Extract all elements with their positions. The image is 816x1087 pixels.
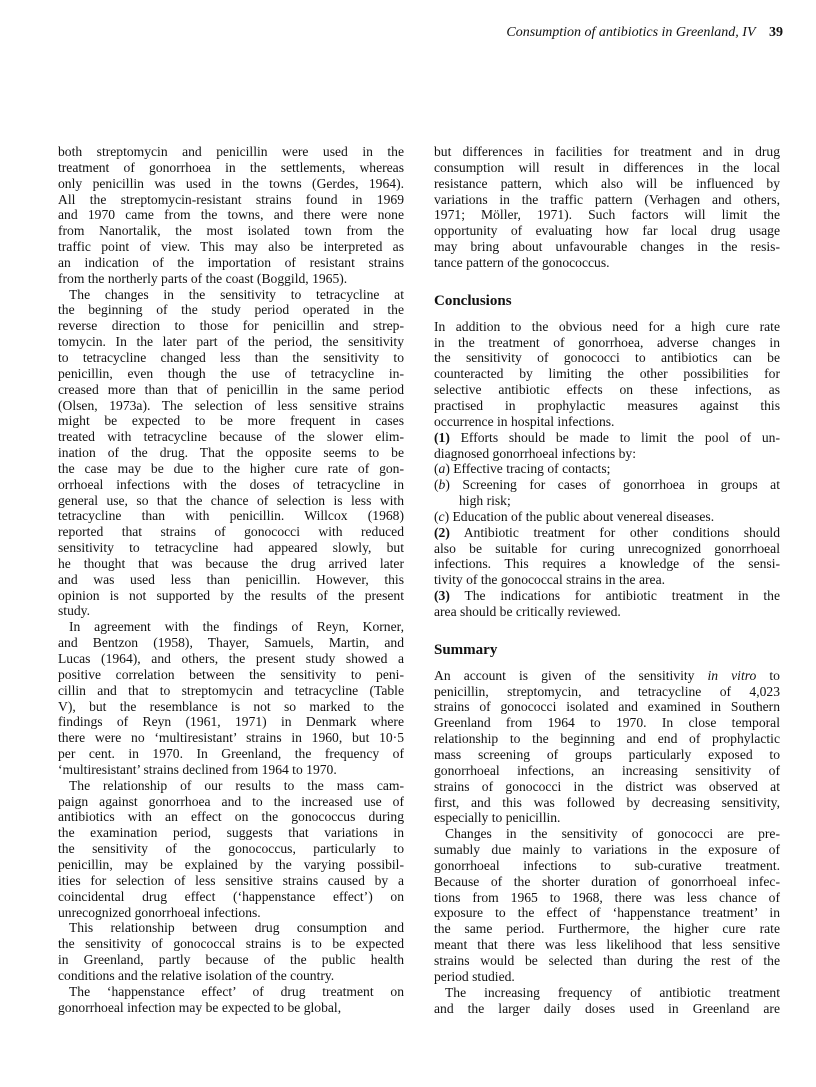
text-line: [434, 668, 780, 684]
text-run: to: [756, 667, 780, 683]
text-line: study.: [58, 603, 90, 619]
paragraph: [434, 588, 780, 620]
text-line: practised in prophylactic measures against this: [434, 397, 780, 413]
text-line: general use, so that the chance of selection is less with: [58, 492, 404, 508]
text-run: (: [434, 508, 439, 524]
paragraph: [58, 287, 404, 620]
text-line: both streptomycin and penicillin were used in the: [58, 144, 404, 159]
text-line: infections. This requires a knowledge of the sensi-: [434, 556, 780, 572]
text-line: [434, 525, 780, 541]
text-line: traffic point of view. This may also be interpreted as: [58, 239, 404, 255]
text-line: tions from 1965 to 1968, there was less chance of: [434, 889, 780, 905]
item-number: (1): [434, 429, 450, 445]
text-line: area should be critically reviewed.: [434, 603, 621, 619]
text-line: unrecognized gonorrhoeal infections.: [58, 904, 261, 920]
text-line: paign against gonorrhoea and to the increased use of: [58, 793, 404, 809]
text-line: occurrence in hospital infections.: [434, 413, 615, 429]
text-line: ‘multiresistant’ strains declined from 1964 to 1970.: [58, 761, 337, 777]
text-line: findings of Reyn (1961, 1971) in Denmark where: [58, 714, 404, 730]
text-line: penicillin, even though the use of tetracycline in-: [58, 365, 404, 381]
paragraph: [434, 826, 780, 984]
text-line: gonorrhoeal infections, an increasing sensitivity of: [434, 762, 780, 778]
paragraph: [434, 985, 780, 1017]
page-number: 39: [769, 25, 783, 40]
text-line: variations in the traffic pattern (Verhagen and others,: [434, 191, 780, 207]
running-head: [506, 25, 783, 41]
text-line: In addition to the obvious need for a high cure rate: [434, 318, 780, 334]
text-line: the sensitivity of gonococci to antibiotics can be: [434, 350, 780, 366]
text-line: the case may be due to the higher cure rate of gon-: [58, 460, 404, 476]
text-line: to tetracycline changed less than the sensitivity to: [58, 349, 404, 365]
text-line: from Nanortalik, the most isolated town from the: [58, 223, 404, 239]
text-line: tivity of the gonococcal strains in the area.: [434, 572, 666, 588]
text-line: but differences in facilities for treatment and in drug: [434, 144, 780, 159]
italic-text: c: [438, 508, 445, 524]
text-line: opinion is not supported by the results of the present: [58, 587, 404, 603]
text-line: In agreement with the findings of Reyn, Korner,: [69, 619, 404, 635]
list-item: [434, 509, 780, 525]
text-line: and 1970 came from the towns, and there were none: [58, 207, 404, 223]
text-line: The ‘happenstance effect’ of drug treatment on: [69, 983, 404, 999]
text-line: V), but the resemblance is not so marked to the: [58, 698, 404, 714]
text-run: (: [434, 477, 439, 493]
text-run: The indications for antibiotic treatment in the: [449, 588, 780, 604]
text-line: sumably due mainly to variations in the exposure of: [434, 842, 780, 858]
text-line: consumption will result in differences in the local: [434, 159, 780, 175]
text-line: in the treatment of gonorrhoea, adverse changes in: [434, 334, 780, 350]
text-line: antibiotics with an effect on the gonococcus during: [58, 809, 404, 825]
text-line: strains of gonococci in the district was observed at: [434, 778, 780, 794]
text-line: he thought that was because the drug arrived later: [58, 555, 404, 571]
text-run: ) Screening for cases of gonorrhoea in groups at: [445, 477, 780, 493]
italic-text: in vitro: [707, 667, 757, 683]
list-item: [434, 477, 780, 509]
left-column: [58, 144, 404, 1015]
text-line: may bring about unfavourable changes in the resis-: [434, 239, 780, 255]
text-line: there were no ‘multiresistant’ strains in 1960, but 10·5: [58, 730, 404, 746]
paragraph: [58, 619, 404, 777]
text-line: the sensitivity of the gonococcus, particularly to: [58, 841, 404, 857]
text-line: tance pattern of the gonococcus.: [434, 254, 610, 270]
italic-text: a: [438, 461, 446, 477]
text-line: [434, 588, 780, 604]
text-run: (: [434, 461, 439, 477]
text-run: Efforts should be made to limit the pool of un-: [449, 429, 780, 445]
text-line: [434, 430, 780, 446]
text-line: (Olsen, 1973a). The selection of less sensitive strains: [58, 397, 404, 413]
right-column: [434, 144, 780, 1016]
text-line: the beginning of the study period operated in the: [58, 302, 404, 318]
text-line: from the northerly parts of the coast (Boggild, 1965).: [58, 270, 348, 286]
paragraph: [58, 984, 404, 1016]
text-run: ) Education of the public about venereal diseases.: [444, 508, 715, 524]
paragraph: [58, 144, 404, 287]
text-line: strains would be selected than during the rest of the: [434, 952, 780, 968]
text-line: might be expected to be more frequent in cases: [58, 413, 404, 429]
text-line: especially to penicillin.: [434, 810, 561, 826]
section-heading-conclusions: Conclusions: [434, 292, 512, 309]
text-line: first, and this was followed by decreasing sensitivity,: [434, 794, 780, 810]
text-line: The relationship of our results to the mass cam-: [69, 777, 404, 793]
text-line: gonorrhoeal infection may be expected to be global,: [58, 999, 342, 1015]
text-line: orrhoeal infections with the doses of tetracycline in: [58, 476, 404, 492]
text-line: reverse direction to those for penicillin and strep-: [58, 318, 404, 334]
paragraph: [58, 778, 404, 921]
paragraph: [434, 144, 780, 271]
text-line: relationship to the beginning and end of prophylactic: [434, 731, 780, 747]
paragraph: [58, 920, 404, 983]
text-line: Lucas (1964), and others, the present study showed a: [58, 651, 404, 666]
text-line: This relationship between drug consumption and: [69, 920, 404, 936]
text-line: high risk;: [459, 493, 511, 509]
text-line: positive correlation between the sensitivity to peni-: [58, 666, 404, 682]
text-line: per cent. in 1970. In Greenland, the frequency of: [58, 746, 404, 762]
text-line: counteracted by limiting the other possibilities for: [434, 366, 780, 382]
text-line: the same period. Furthermore, the higher cure rate: [434, 921, 780, 937]
paragraph: [434, 668, 780, 826]
text-line: only penicillin was used in the towns (Gerdes, 1964).: [58, 175, 404, 191]
text-line: tetracycline than with penicillin. Willcox (1968): [58, 508, 404, 524]
paragraph: [434, 525, 780, 588]
text-line: an indication of the importation of resistant strains: [58, 254, 404, 270]
text-line: [434, 477, 780, 493]
text-line: All the streptomycin-resistant strains found in 1969: [58, 191, 404, 207]
text-line: Greenland from 1964 to 1970. In close temporal: [434, 715, 780, 731]
running-head-title: Consumption of antibiotics in Greenland, IV: [506, 25, 756, 40]
italic-text: b: [438, 477, 446, 493]
text-line: creased more than that of penicillin in the same period: [58, 381, 404, 397]
text-line: conditions and the relative isolation of the country.: [58, 967, 335, 983]
text-line: reported that strains of gonococci with reduced: [58, 524, 404, 540]
text-line: diagnosed gonorrhoeal infections by:: [434, 445, 636, 461]
text-line: [434, 509, 780, 525]
text-line: 1971; Möller, 1971). Such factors will limit the: [434, 207, 780, 223]
text-line: penicillin, may be explained by the varying possibil-: [58, 856, 404, 872]
text-line: in Greenland, partly because of the public health: [58, 952, 404, 968]
list-item: [434, 461, 780, 477]
text-line: The increasing frequency of antibiotic treatment: [445, 984, 780, 1000]
text-run: ) Effective tracing of contacts;: [445, 461, 611, 477]
text-line: treatment of gonorrhoea in the settlements, whereas: [58, 159, 404, 175]
text-line: selective antibiotic effects on these infections, as: [434, 382, 780, 398]
text-line: and was used less than penicillin. However, this: [58, 571, 404, 587]
text-line: period studied.: [434, 968, 515, 984]
text-line: tomycin. In the later part of the period, the sensitivity: [58, 334, 404, 350]
text-line: opportunity of evaluating how far local drug usage: [434, 223, 780, 239]
text-line: ities for selection of less sensitive strains caused by a: [58, 872, 404, 888]
text-run: Antibiotic treatment for other conditions should: [449, 524, 780, 540]
item-number: (2): [434, 524, 450, 540]
text-line: mass screening of groups particularly exposed to: [434, 747, 780, 762]
text-line: and Bentzon (1958), Thayer, Samuels, Martin, and: [58, 635, 404, 651]
text-run: An account is given of the sensitivity: [434, 667, 708, 683]
text-line: sensitivity to tetracycline had appeared slowly, but: [58, 540, 404, 556]
text-line: cillin and that to streptomycin and tetracycline (Table: [58, 682, 404, 698]
paragraph: [434, 319, 780, 430]
text-line: treated with tetracycline because of the slower elim-: [58, 429, 404, 445]
text-line: The changes in the sensitivity to tetracycline at: [69, 286, 404, 302]
text-line: exposure to the effect of ‘happenstance treatment’ in: [434, 905, 780, 921]
paragraph: [434, 430, 780, 462]
text-line: meant that there was less likelihood that less sensitive: [434, 937, 780, 953]
text-line: the examination period, suggests that variations in: [58, 825, 404, 841]
section-heading-summary: Summary: [434, 641, 498, 658]
text-line: [434, 461, 780, 477]
text-line: the sensitivity of gonococcal strains is to be expected: [58, 936, 404, 952]
text-line: Changes in the sensitivity of gonococci are pre-: [445, 826, 780, 842]
text-line: resistance pattern, which also will be influenced by: [434, 175, 780, 191]
text-line: ination of the drug. That the opposite seems to be: [58, 445, 404, 461]
text-line: coincidental drug effect (‘happenstance effect’) on: [58, 888, 404, 904]
text-line: gonorrhoeal infections to sub-curative treatment.: [434, 857, 780, 873]
text-line: strains of gonococci isolated and examined in Southern: [434, 699, 780, 715]
text-line: and the larger daily doses used in Greenland are: [434, 1000, 780, 1016]
text-line: also be suitable for curing unrecognized gonorrhoeal: [434, 540, 780, 556]
text-line: Because of the shorter duration of gonorrhoeal infec-: [434, 873, 780, 889]
item-number: (3): [434, 588, 450, 604]
text-line: penicillin, streptomycin, and tetracycline of 4,023: [434, 683, 780, 699]
